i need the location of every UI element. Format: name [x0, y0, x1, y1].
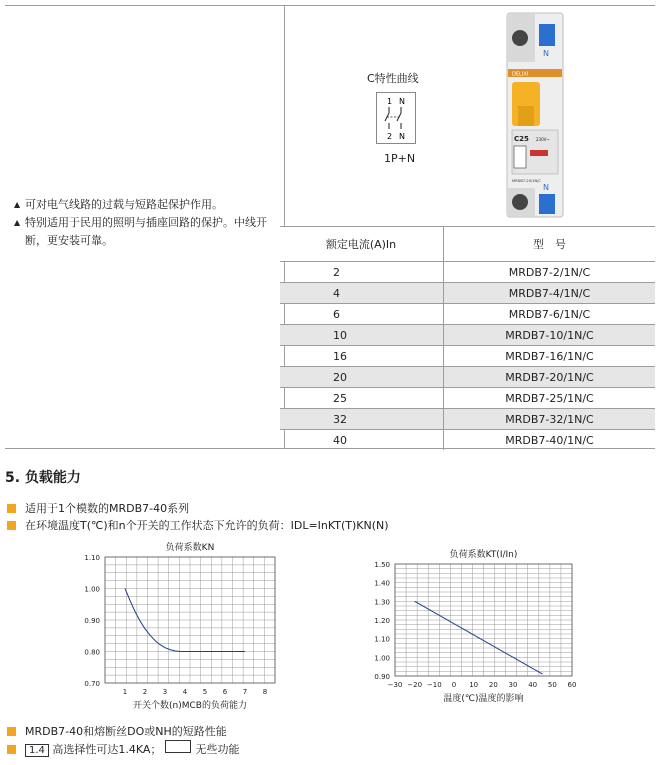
breaker-terminal-top: N	[543, 49, 549, 58]
cell-current: 10	[280, 325, 444, 346]
chart-kt	[355, 535, 585, 720]
cell-current: 16	[280, 346, 444, 367]
bullet-text: 高选择性可达1.4KA；	[52, 743, 162, 756]
bullet-item	[7, 740, 239, 757]
curve-label: C特性曲线	[367, 72, 419, 85]
x-tick-label: 30	[508, 681, 518, 689]
x-tick-label: 5	[202, 688, 208, 696]
x-tick-label: −20	[407, 681, 423, 689]
y-tick-label: 1.40	[374, 579, 390, 588]
section-title: 负载能力	[24, 470, 81, 486]
x-tick-label: 6	[222, 688, 228, 696]
breaker-voltage: 230V~	[536, 137, 550, 142]
feature-item: ▲ 可对电气线路的过载与短路起保护作用。	[14, 196, 276, 214]
bullet-text: 适用于1个模数的MRDB7-40系列	[25, 502, 190, 515]
breaker-model: MRDB7-25/1N/C	[512, 179, 541, 183]
y-tick-label: 0.90	[84, 617, 100, 625]
chart-title: 负荷系数KT(I/In)	[449, 550, 518, 560]
section-number: 5.	[5, 470, 21, 486]
cell-model: MRDB7-32/1N/C	[444, 409, 656, 430]
x-tick-label: 40	[528, 681, 538, 689]
bullet-text-tail: 无些功能	[195, 743, 240, 756]
cell-model: MRDB7-20/1N/C	[444, 367, 656, 388]
bullet-square-icon	[7, 745, 16, 754]
y-tick-label: 1.10	[84, 554, 100, 562]
cell-current: 25	[280, 388, 444, 409]
breaker-rating: C25	[514, 135, 529, 143]
symbol-terminal-n-bottom: N	[399, 132, 405, 141]
x-tick-label: 20	[488, 681, 498, 689]
table-row	[280, 430, 655, 451]
cell-current: 2	[280, 262, 444, 283]
feature-list	[14, 196, 276, 250]
model-table	[280, 226, 655, 450]
bullet-item	[7, 517, 389, 533]
header-current: 额定电流(A)In	[280, 227, 444, 262]
x-tick-label: 50	[547, 681, 557, 689]
x-tick-label: 60	[567, 681, 577, 689]
table-row	[280, 367, 655, 388]
selectivity-box: 1.4	[25, 744, 49, 757]
bullet-square-icon	[7, 521, 16, 530]
y-tick-label: 1.50	[374, 561, 390, 569]
x-tick-label: 1	[122, 688, 128, 696]
bullet-square-icon	[7, 504, 16, 513]
empty-box	[165, 740, 191, 753]
series-line	[415, 601, 543, 674]
table-row	[280, 388, 655, 409]
cell-model: MRDB7-25/1N/C	[444, 388, 656, 409]
x-tick-label: 8	[262, 688, 268, 696]
bullet-square-icon	[7, 727, 16, 736]
section-heading	[5, 467, 81, 487]
table-row	[280, 283, 655, 304]
header-model: 型 号	[444, 227, 656, 262]
y-tick-label: 0.90	[374, 673, 390, 681]
x-axis-label: 开关个数(n)MCB的负荷能力	[133, 701, 247, 711]
x-tick-label: 4	[182, 688, 188, 696]
bullet-item	[7, 500, 189, 516]
table-row	[280, 262, 655, 283]
cell-model: MRDB7-40/1N/C	[444, 430, 656, 451]
y-tick-label: 1.30	[374, 598, 390, 607]
cell-model: MRDB7-16/1N/C	[444, 346, 656, 367]
breaker-terminal-bottom: N	[543, 183, 549, 192]
bullet-item	[7, 723, 227, 739]
x-tick-label: 10	[469, 681, 479, 689]
symbol-terminal-n-top: N	[399, 97, 405, 106]
x-tick-label: 7	[242, 688, 248, 696]
chart-kn	[70, 535, 285, 720]
breaker-brand: DELIXI	[512, 71, 529, 78]
x-tick-label: 0	[451, 681, 457, 689]
cell-current: 6	[280, 304, 444, 325]
y-tick-label: 0.70	[84, 680, 100, 688]
chart-title: 负荷系数KN	[165, 543, 215, 553]
symbol-terminal-1: 1	[387, 97, 393, 106]
y-tick-label: 0.80	[84, 648, 100, 657]
cell-model: MRDB7-4/1N/C	[444, 283, 656, 304]
circuit-breaker-image	[506, 12, 564, 218]
y-tick-label: 1.00	[84, 585, 100, 594]
pole-label: 1P+N	[384, 152, 416, 165]
table-row	[280, 304, 655, 325]
cell-model: MRDB7-10/1N/C	[444, 325, 656, 346]
table-row	[280, 409, 655, 430]
table-header	[280, 227, 655, 262]
cell-model: MRDB7-6/1N/C	[444, 304, 656, 325]
cell-current: 20	[280, 367, 444, 388]
x-tick-label: −10	[426, 681, 442, 689]
symbol-terminal-2: 2	[387, 132, 393, 141]
bullet-text: 在环境温度T(℃)和n个开关的工作状态下允许的负荷：IDL=InKT(T)KN(N)	[25, 519, 389, 532]
table-row	[280, 325, 655, 346]
cell-model: MRDB7-2/1N/C	[444, 262, 656, 283]
cell-current: 40	[333, 433, 347, 447]
x-axis-label: 温度(℃)温度的影响	[443, 694, 524, 704]
x-tick-label: 3	[162, 688, 168, 696]
cell-current: 4	[280, 283, 444, 304]
x-tick-label: 2	[142, 688, 148, 696]
x-tick-label: −30	[387, 681, 403, 689]
y-tick-label: 1.00	[374, 654, 390, 663]
switch-symbol-icon	[376, 92, 416, 144]
y-tick-label: 1.10	[374, 635, 390, 644]
table-row	[280, 346, 655, 367]
cell-current: 32	[280, 409, 444, 430]
y-tick-label: 1.20	[374, 617, 390, 625]
feature-item: ▲ 特别适用于民用的照明与插座回路的保护。中线开断，更安装可靠。	[14, 214, 276, 250]
bullet-text: MRDB7-40和熔断丝DO或NH的短路性能	[25, 725, 227, 738]
